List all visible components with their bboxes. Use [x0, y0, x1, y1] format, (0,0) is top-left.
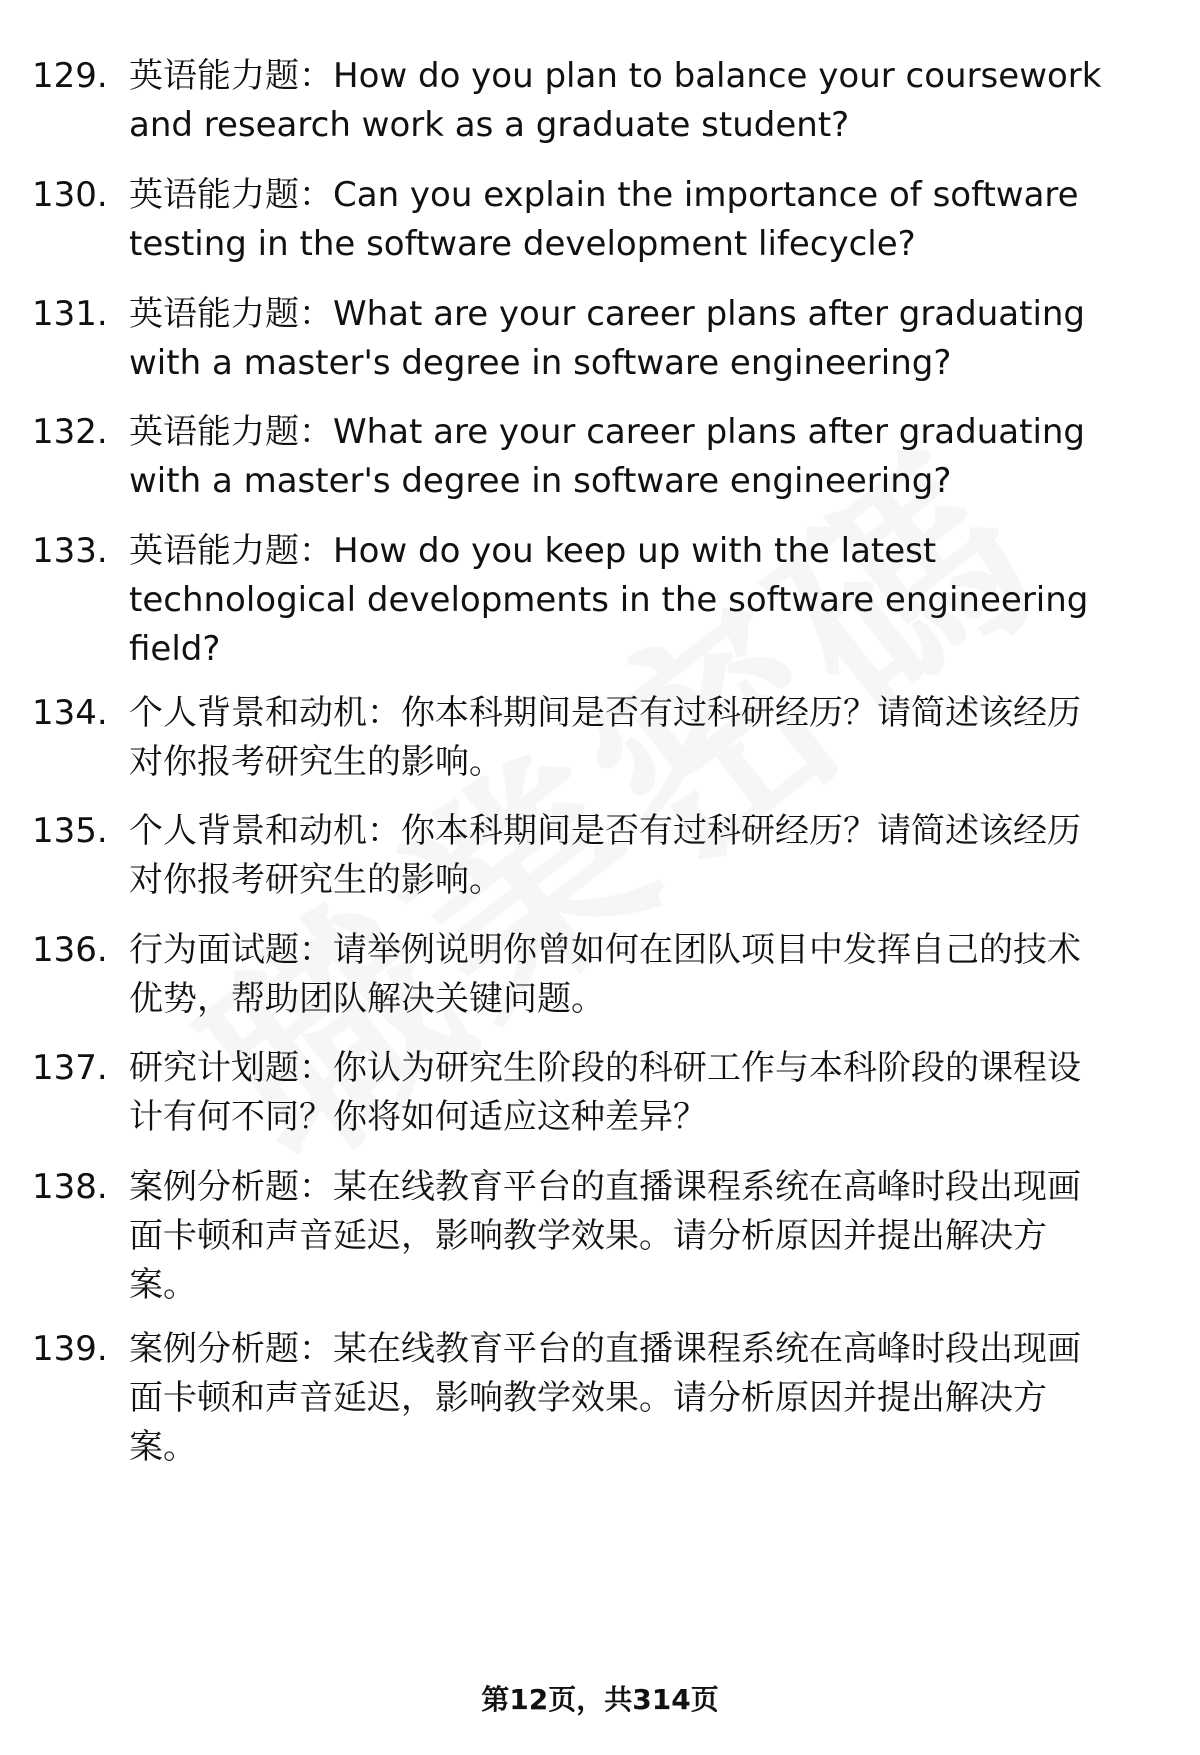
question-number: 137. [32, 1048, 108, 1088]
question-text: 英语能力题：What are your career plans after graduating with a master's degree in software engineering? [129, 294, 1086, 383]
question-number: 130. [32, 175, 108, 215]
question-number: 133. [32, 531, 108, 571]
question-number: 131. [32, 294, 108, 334]
question-text: 英语能力题：How do you plan to balance your coursework and research work as a graduate student? [129, 56, 1102, 145]
question-number: 138. [32, 1167, 108, 1207]
question-number: 139. [32, 1329, 108, 1369]
question-number: 135. [32, 811, 108, 851]
question-number: 132. [32, 412, 108, 452]
question-text: 个人背景和动机：你本科期间是否有过科研经历？请简述该经历 对你报考研究生的影响。 [129, 811, 1081, 900]
page-footer: 第12页，共314页 [481, 1683, 719, 1716]
question-text: 英语能力题：Can you explain the importance of software testing in the software development lifecycle? [129, 175, 1079, 264]
question-number: 129. [32, 56, 108, 96]
question-number: 136. [32, 930, 108, 970]
question-text: 研究计划题：你认为研究生阶段的科研工作与本科阶段的课程设 计有何不同？你将如何适应这种差异？ [129, 1048, 1081, 1137]
question-number: 134. [32, 693, 108, 733]
question-text: 案例分析题：某在线教育平台的直播课程系统在高峰时段出现画 面卡顿和声音延迟，影响教学效果。请分析原因并提出解决方 案。 [129, 1329, 1081, 1467]
question-text: 英语能力题：What are your career plans after graduating with a master's degree in software engineering? [129, 412, 1086, 501]
question-text: 个人背景和动机：你本科期间是否有过科研经历？请简述该经历 对你报考研究生的影响。 [129, 693, 1081, 782]
question-text: 案例分析题：某在线教育平台的直播课程系统在高峰时段出现画 面卡顿和声音延迟，影响教学效果。请分析原因并提出解决方 案。 [129, 1167, 1081, 1305]
question-text: 行为面试题：请举例说明你曾如何在团队项目中发挥自己的技术 优势，帮助团队解决关键问题。 [129, 930, 1081, 1019]
question-text: 英语能力题：How do you keep up with the latest technological developments in the software engineering field? [129, 531, 1089, 669]
